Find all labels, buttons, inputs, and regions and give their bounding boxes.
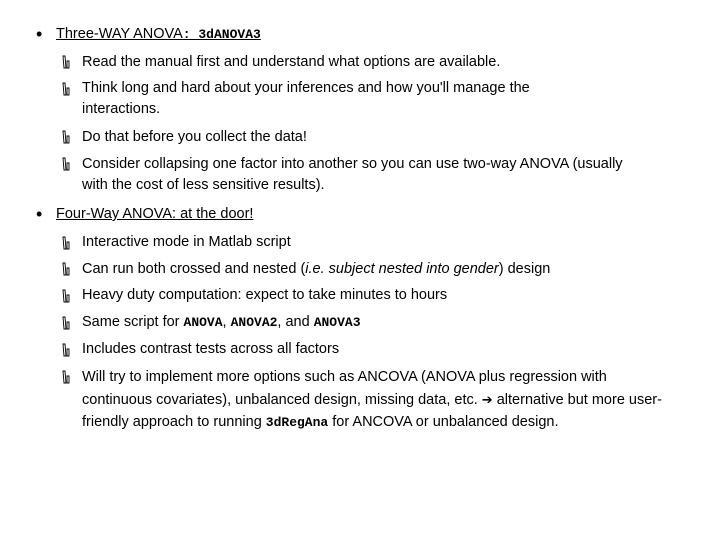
section-heading-four-way: Four-Way ANOVA: at the door! <box>56 206 254 222</box>
list-item: Heavy duty computation: expect to take minutes to hours <box>82 287 448 303</box>
sub-bullet-icon <box>61 370 71 384</box>
arrow-right-icon: ➔ <box>481 391 493 407</box>
list-item: Same script for ANOVA, ANOVA2, and ANOVA3 <box>82 314 361 330</box>
sub-bullet-icon <box>61 236 71 250</box>
sub-bullet-icon <box>61 316 71 330</box>
sub-bullet-icon <box>61 262 71 276</box>
sub-bullet-icon <box>61 343 71 357</box>
section-heading-three-way: Three-WAY ANOVA: 3dANOVA3 <box>56 26 261 42</box>
bullet-icon: • <box>36 204 43 224</box>
sub-bullet-icon <box>61 130 71 144</box>
list-item: Do that before you collect the data! <box>82 129 307 145</box>
sub-bullet-icon <box>61 82 71 96</box>
list-item: Includes contrast tests across all factors <box>82 341 340 357</box>
list-item: Think long and hard about your inferences and how you'll manage the interactions. <box>82 80 530 117</box>
list-item: Will try to implement more options such as ANCOVA (ANOVA plus regression with continuous covariates), unbalanced design, missing data, etc. ➔ alternative but more user-friendly approach to running 3dRegAna for ANCOVA or unbalanced design. <box>82 369 662 430</box>
sub-bullet-icon <box>61 55 71 69</box>
list-item: Can run both crossed and nested (i.e. subject nested into gender) design <box>82 261 551 277</box>
sub-bullet-icon <box>61 157 71 171</box>
list-item: Read the manual first and understand what options are available. <box>82 54 501 70</box>
sub-bullet-icon <box>61 289 71 303</box>
bullet-icon: • <box>36 24 43 44</box>
list-item: Interactive mode in Matlab script <box>82 234 291 250</box>
list-item: Consider collapsing one factor into another so you can use two-way ANOVA (usually with the cost of less sensitive results). <box>82 156 623 193</box>
